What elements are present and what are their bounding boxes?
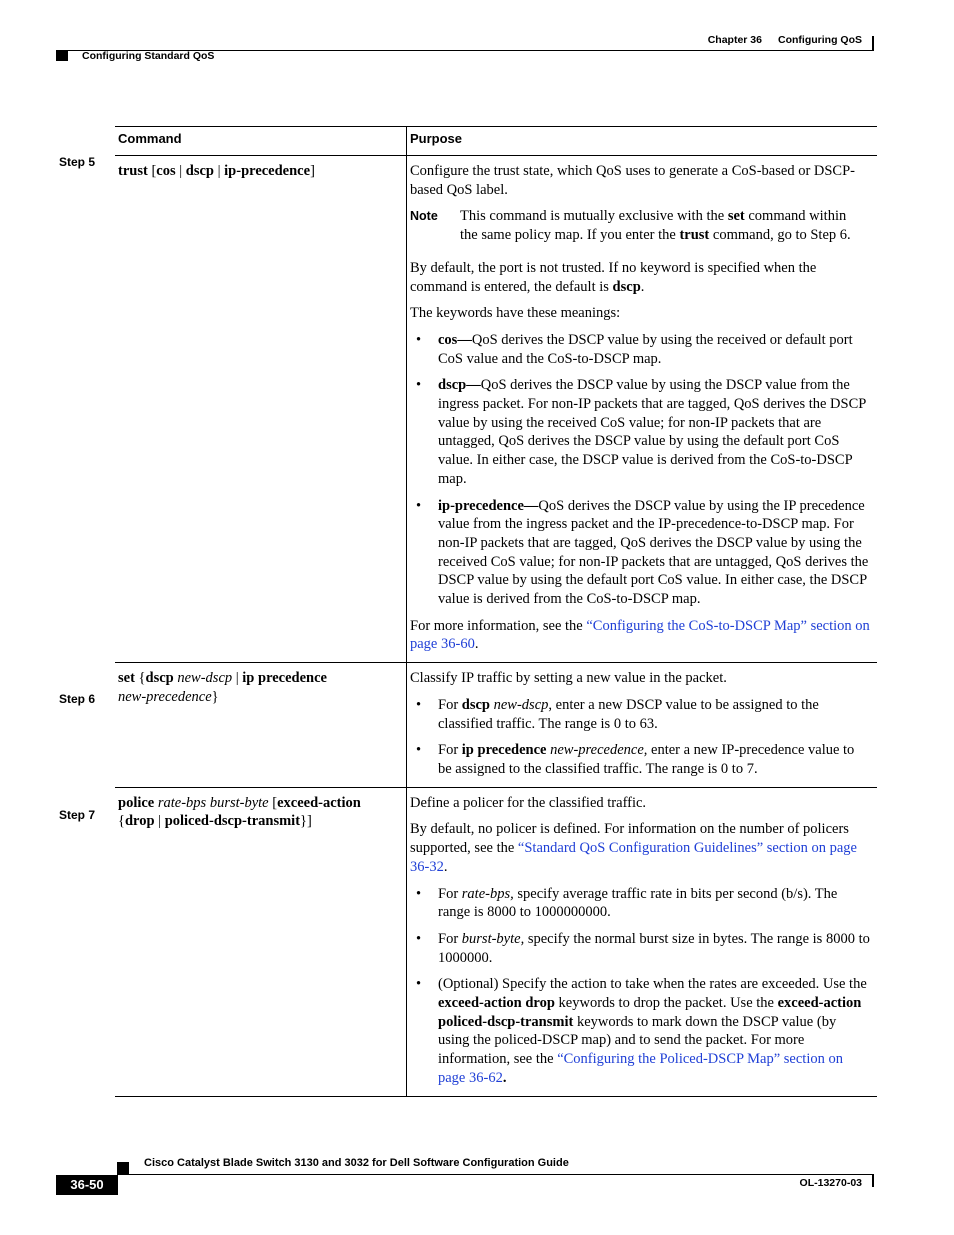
note-block <box>410 207 877 244</box>
footer-title: Cisco Catalyst Blade Switch 3130 and 3032 for Dell Software Configuration Guide <box>144 1157 569 1169</box>
running-header-section: Configuring Standard QoS <box>82 50 215 62</box>
purpose-text: Define a policer for the classified traffic. <box>410 794 647 811</box>
default-text: By default, no policer is defined. For information on the number of policers supported, see the “Standard QoS Configuration Guidelines” section on page 36-32. <box>410 821 857 875</box>
purpose-cell <box>407 156 878 663</box>
option-list <box>410 885 877 1088</box>
purpose-cell <box>407 663 878 788</box>
column-header-command: Command <box>115 127 407 156</box>
default-text: By default, the port is not trusted. If no keyword is specified when the command is entered, the default is dscp. <box>410 259 817 295</box>
more-info-text: For more information, see the “Configuring the CoS-to-DSCP Map” section on page 36-60. <box>410 617 870 653</box>
note-text: This command is mutually exclusive with the set command within the same policy map. If you enter the trust command, go to Step 6. <box>460 208 851 244</box>
option-list <box>410 696 877 779</box>
footer-block <box>117 1162 129 1174</box>
footer-rule <box>117 1174 874 1175</box>
table-row-step-6 <box>115 663 877 788</box>
table-header-row <box>115 127 877 156</box>
list-item: • For dscp new-dscp, enter a new DSCP value to be assigned to the classified traffic. The range is 0 to 63. <box>410 696 877 733</box>
keyword-list <box>410 331 877 609</box>
command-table <box>115 126 877 1097</box>
chapter-title: Configuring QoS <box>778 34 862 46</box>
footer-bar <box>872 1174 874 1187</box>
page-number: 36-50 <box>56 1175 118 1195</box>
table-row-step-5 <box>115 156 877 663</box>
document-id: OL-13270-03 <box>799 1177 862 1189</box>
list-item: • cos—QoS derives the DSCP value by using the received or default port CoS value and the CoS-to-DSCP map. <box>410 331 877 368</box>
chapter-number: Chapter 36 <box>707 34 762 46</box>
running-header-chapter <box>708 34 862 46</box>
table-row-step-7 <box>115 787 877 1096</box>
list-item: • For ip precedence new-precedence, enter a new IP-precedence value to be assigned to the classified traffic. The range is 0 to 7. <box>410 741 877 778</box>
command-cell: trust [cos | dscp | ip-precedence] <box>115 156 407 663</box>
note-label: Note <box>410 209 438 224</box>
qos-guidelines-link[interactable]: “Standard QoS Configuration Guidelines” section on page 36-32 <box>410 840 857 875</box>
header-bar <box>872 36 874 50</box>
list-item: • (Optional) Specify the action to take when the rates are exceeded. Use the exceed-action drop keywords to drop the packet. Use the exceed-action policed-dscp-transmit keywords to mark down the DSCP value (by using the policed-DSCP map) and to send the packet. For more information, see the “Configuring the Policed-DSCP Map” section on page 36-62. <box>410 975 877 1087</box>
keywords-intro: The keywords have these meanings: <box>410 305 621 322</box>
purpose-text: Configure the trust state, which QoS uses to generate a CoS-based or DSCP-based QoS label. <box>410 163 855 198</box>
header-block <box>56 51 68 61</box>
column-header-purpose: Purpose <box>407 127 878 156</box>
command-cell: set {dscp new-dscp | ip precedence new-precedence} <box>115 663 407 788</box>
step-5-label: Step 5 <box>59 155 96 169</box>
command-cell: police rate-bps burst-byte [exceed-action {drop | policed-dscp-transmit}] <box>115 787 407 1096</box>
list-item: • For rate-bps, specify average traffic rate in bits per second (b/s). The range is 8000 to 1000000000. <box>410 885 877 922</box>
purpose-cell <box>407 787 878 1096</box>
policed-dscp-link[interactable]: “Configuring the Policed-DSCP Map” section on page 36-62 <box>438 1051 843 1086</box>
purpose-text: Classify IP traffic by setting a new value in the packet. <box>410 670 727 687</box>
step-6-label: Step 6 <box>59 692 96 706</box>
step-7-label: Step 7 <box>59 808 96 822</box>
cos-to-dscp-link[interactable]: “Configuring the CoS-to-DSCP Map” section on page 36-60 <box>410 617 870 653</box>
list-item: • dscp—QoS derives the DSCP value by using the DSCP value from the ingress packet. For non-IP packets that are tagged, QoS derives the DSCP value by using the received CoS value; for non-IP packets that are untagged, QoS derives the DSCP value by using the default port CoS value. In either case, the DSCP value is derived from the CoS-to-DSCP map. <box>410 376 877 488</box>
list-item: • For burst-byte, specify the normal burst size in bytes. The range is 8000 to 1000000. <box>410 930 877 967</box>
list-item: • ip-precedence—QoS derives the DSCP value by using the IP precedence value from the ingress packet and the IP-precedence-to-DSCP map. For non-IP packets that are tagged, QoS derives the DSCP value by using the received CoS value; for non-IP packets that are untagged, QoS derives the DSCP value by using the default port CoS value. In either case, the DSCP value is derived from the CoS-to-DSCP map. <box>410 497 877 609</box>
